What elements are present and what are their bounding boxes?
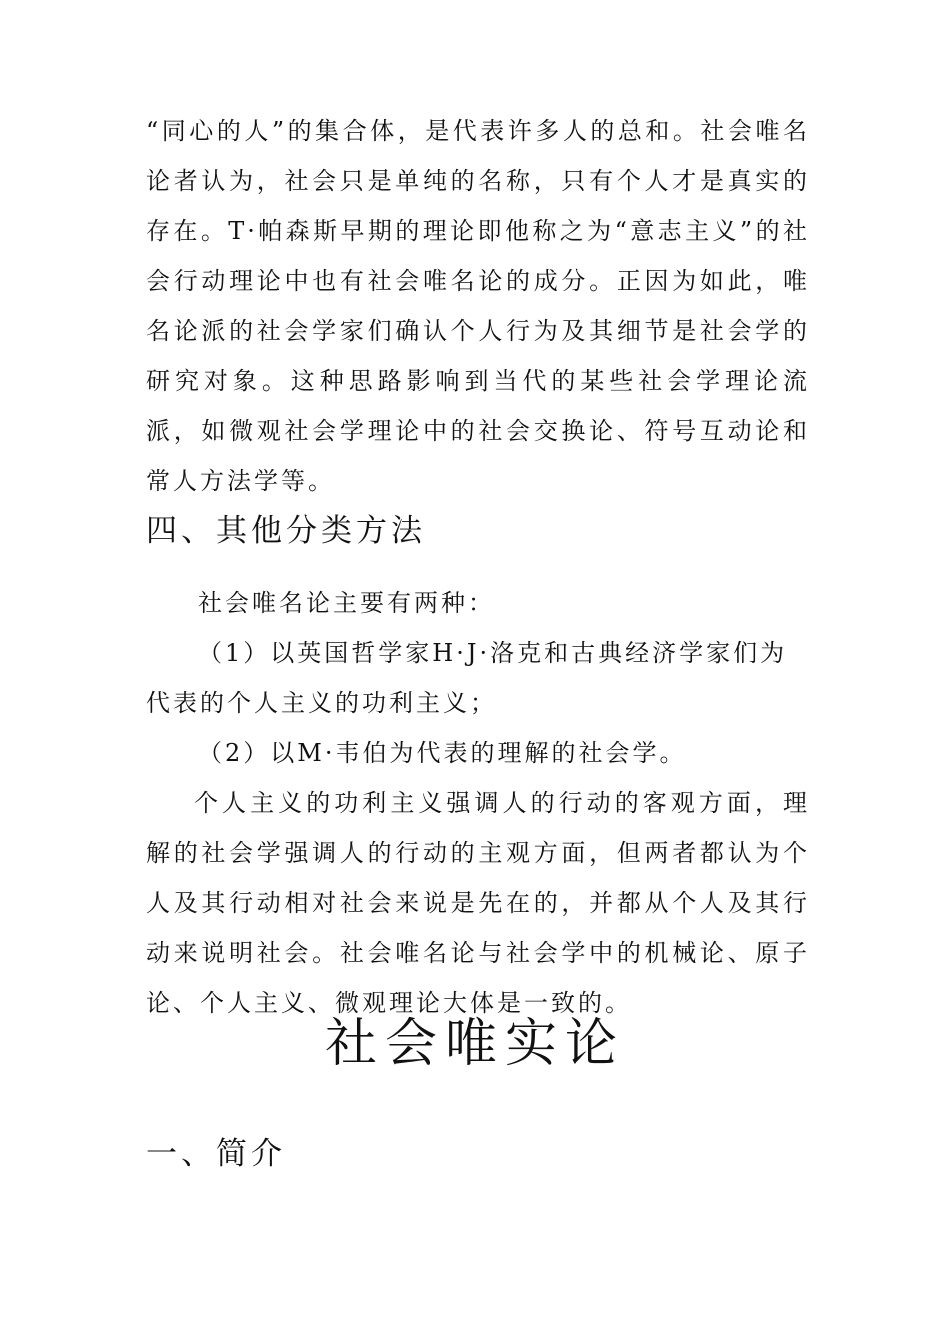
paragraph-utilitarianism-comparison: 个人主义的功利主义强调人的行动的客观方面，理解的社会学强调人的行动的主观方面，但两者都认为个人及其行动相对社会来说是先在的，并都从个人及其行动来说明社会。社会唯名论与社会学中的机械论、原子论、个人主义、微观理论大体是一致的。 (146, 789, 810, 1017)
list-item-1: （1）以英国哲学家H·J·洛克和古典经济学家们为代表的个人主义的功利主义； (146, 639, 788, 717)
section-heading-other-classification: 四、其他分类方法 (146, 513, 426, 549)
paragraph-nominalism-continued: “同心的人”的集合体，是代表许多人的总和。社会唯名论者认为，社会只是单纯的名称，只有个人才是真实的存在。T·帕森斯早期的理论即他称之为“意志主义”的社会行动理论中也有社会唯名论的成分。正因为如此，唯名论派的社会学家们确认个人行为及其细节是社会学的研究对象。这种思路影响到当代的某些社会学理论流派，如微观社会学理论中的社会交换论、符号互动论和常人方法学等。 (146, 117, 810, 495)
document-title-social-realism: 社会唯实论 (324, 1014, 625, 1074)
paragraph-two-types-intro: 社会唯名论主要有两种： (198, 589, 495, 617)
list-item-2: （2）以M·韦伯为代表的理解的社会学。 (198, 739, 687, 767)
section-heading-introduction: 一、简介 (146, 1136, 286, 1172)
